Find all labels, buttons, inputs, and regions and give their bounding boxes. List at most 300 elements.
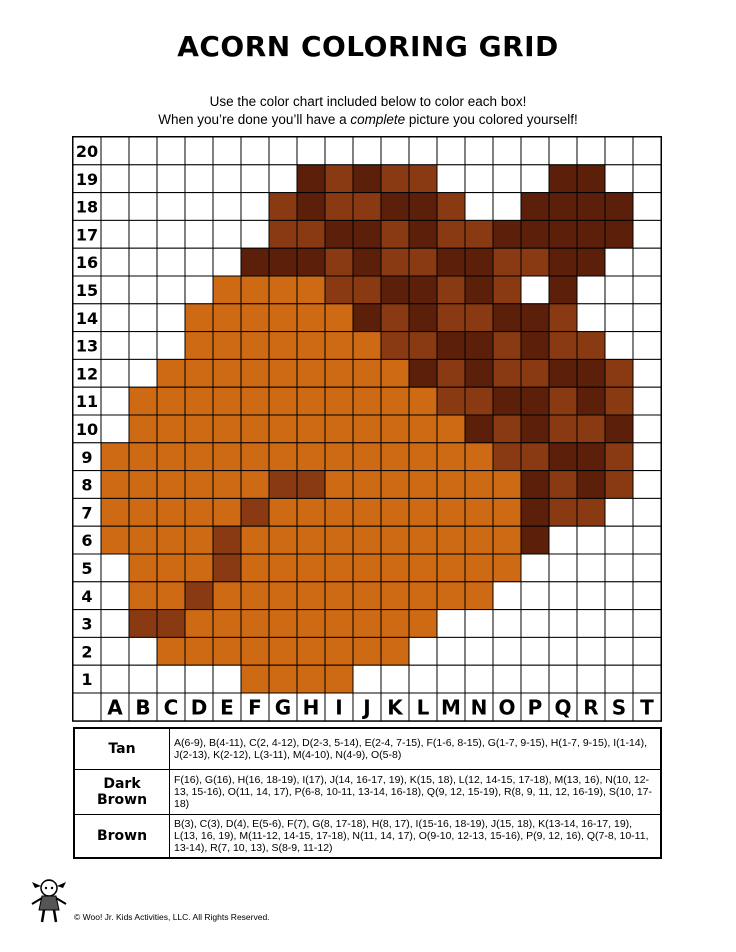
grid-cell [157, 471, 185, 499]
grid-cell [353, 137, 381, 165]
grid-cell [101, 415, 129, 443]
grid-cell [241, 554, 269, 582]
grid-cell [437, 526, 465, 554]
grid-cell [185, 498, 213, 526]
grid-cell [381, 165, 409, 193]
column-label: T [640, 695, 654, 720]
grid-cell [185, 276, 213, 304]
grid-cell [633, 304, 661, 332]
grid-cell [521, 332, 549, 360]
grid-cell [325, 582, 353, 610]
grid-cell [633, 359, 661, 387]
key-cell-list: A(6-9), B(4-11), C(2, 4-12), D(2-3, 5-14), E(2-4, 7-15), F(1-6, 8-15), G(1-7, 9-15), H(1-7, 9-15), I(1-14), J(2-13), K(2-12), L(3-11), M(4-10), N(4-9), O(5-8) [170, 728, 662, 770]
grid-cell [101, 359, 129, 387]
grid-cell [269, 498, 297, 526]
grid-cell [409, 526, 437, 554]
grid-cell [633, 220, 661, 248]
grid-cell [633, 582, 661, 610]
grid-cell [381, 610, 409, 638]
grid-cell [521, 526, 549, 554]
grid-cell [381, 415, 409, 443]
grid-cell [157, 276, 185, 304]
grid-cell [101, 526, 129, 554]
grid-cell [353, 165, 381, 193]
grid-cell [101, 554, 129, 582]
grid-cell [549, 248, 577, 276]
grid-cell [157, 610, 185, 638]
grid-cell [465, 220, 493, 248]
grid-cell [185, 582, 213, 610]
grid-cell [157, 665, 185, 693]
grid-cell [605, 637, 633, 665]
grid-cell [633, 665, 661, 693]
grid-cell [465, 554, 493, 582]
grid-cell [353, 582, 381, 610]
grid-cell [633, 387, 661, 415]
grid-cell [549, 387, 577, 415]
grid-cell [297, 443, 325, 471]
grid-cell [241, 498, 269, 526]
grid-cell [465, 610, 493, 638]
grid-cell [521, 443, 549, 471]
grid-cell [269, 637, 297, 665]
grid-cell [157, 359, 185, 387]
grid-cell [297, 332, 325, 360]
grid-cell [549, 332, 577, 360]
column-label: A [107, 695, 123, 720]
grid-cell [409, 193, 437, 221]
column-label: D [190, 695, 208, 720]
grid-cell [213, 610, 241, 638]
grid-cell [325, 637, 353, 665]
grid-cell [185, 637, 213, 665]
grid-cell [437, 665, 465, 693]
grid-cell [605, 610, 633, 638]
grid-cell [577, 554, 605, 582]
grid-cell [549, 526, 577, 554]
grid-cell [437, 193, 465, 221]
grid-cell [437, 165, 465, 193]
grid-cell [409, 248, 437, 276]
grid-cell [353, 248, 381, 276]
grid-cell [521, 276, 549, 304]
grid-cell [213, 554, 241, 582]
grid-cell [269, 304, 297, 332]
grid-cell [437, 637, 465, 665]
grid-cell [437, 304, 465, 332]
grid-cell [129, 387, 157, 415]
grid-cell [633, 276, 661, 304]
key-row-brown [74, 815, 661, 859]
grid-cell [493, 248, 521, 276]
grid-cell [409, 415, 437, 443]
column-label: C [163, 695, 179, 720]
grid-cell [493, 276, 521, 304]
grid-cell [381, 665, 409, 693]
grid-cell [129, 443, 157, 471]
grid-cell [437, 443, 465, 471]
column-label: G [274, 695, 292, 720]
grid-cell [297, 193, 325, 221]
grid-cell [185, 415, 213, 443]
grid-cell [381, 498, 409, 526]
grid-cell [101, 443, 129, 471]
grid-cell [409, 276, 437, 304]
grid-cell [213, 665, 241, 693]
grid-cell [577, 304, 605, 332]
grid-cell [129, 332, 157, 360]
grid-cell [241, 332, 269, 360]
grid-cell [353, 665, 381, 693]
column-label: O [498, 695, 516, 720]
grid-cell [129, 498, 157, 526]
grid-cell [269, 665, 297, 693]
grid-cell [381, 471, 409, 499]
grid-cell [269, 332, 297, 360]
row-label: 12 [75, 364, 99, 384]
grid-cell [465, 471, 493, 499]
grid-cell [213, 359, 241, 387]
grid-cell [521, 610, 549, 638]
grid-cell [325, 137, 353, 165]
grid-cell [297, 415, 325, 443]
grid-cell [129, 415, 157, 443]
grid-cell [549, 471, 577, 499]
row-label: 17 [75, 225, 99, 245]
grid-cell [269, 193, 297, 221]
grid-cell [297, 248, 325, 276]
grid-cell [493, 415, 521, 443]
row-label: 6 [81, 531, 93, 551]
grid-cell [493, 304, 521, 332]
grid-cell [577, 610, 605, 638]
grid-cell [101, 665, 129, 693]
grid-cell [129, 220, 157, 248]
grid-cell [129, 471, 157, 499]
grid-cell [297, 526, 325, 554]
page-title: ACORN COLORING GRID [177, 30, 559, 63]
grid-cell [633, 554, 661, 582]
grid-cell [493, 137, 521, 165]
grid-cell [185, 359, 213, 387]
grid-cell [213, 526, 241, 554]
grid-cell [129, 582, 157, 610]
grid-cell [297, 554, 325, 582]
grid-cell [493, 193, 521, 221]
grid-cell [213, 582, 241, 610]
grid-cell [549, 193, 577, 221]
instructions-text: picture you colored yourself! [405, 112, 578, 127]
grid-cell [325, 359, 353, 387]
grid-cell [129, 248, 157, 276]
grid-cell [101, 582, 129, 610]
grid-cell [101, 137, 129, 165]
grid-cell [437, 248, 465, 276]
grid-cell [185, 665, 213, 693]
grid-cell [521, 359, 549, 387]
grid-cell [605, 471, 633, 499]
grid-cell [521, 637, 549, 665]
grid-cell [493, 471, 521, 499]
grid-cell [241, 165, 269, 193]
grid-cell [157, 137, 185, 165]
grid-cell [409, 137, 437, 165]
grid-cell [577, 443, 605, 471]
grid-cell [325, 415, 353, 443]
grid-cell [633, 443, 661, 471]
row-label: 16 [75, 253, 99, 273]
grid-cell [241, 276, 269, 304]
grid-cell [129, 526, 157, 554]
key-color-name: Tan [74, 728, 170, 770]
grid-cell [353, 637, 381, 665]
grid-cell [101, 332, 129, 360]
grid-cell [269, 248, 297, 276]
grid-cell [409, 304, 437, 332]
grid-cell [521, 471, 549, 499]
column-label: R [583, 695, 599, 720]
grid-cell [437, 498, 465, 526]
grid-cell [213, 637, 241, 665]
grid-cell [549, 582, 577, 610]
row-label: 9 [81, 447, 93, 467]
grid-cell [605, 304, 633, 332]
grid-cell [605, 554, 633, 582]
grid-cell [297, 165, 325, 193]
grid-cell [185, 220, 213, 248]
instructions-line-1: Use the color chart included below to color each box! [209, 94, 527, 109]
column-label: I [335, 695, 343, 720]
grid-cell [381, 276, 409, 304]
grid-cell [269, 610, 297, 638]
grid-cell [185, 610, 213, 638]
grid-cell [269, 443, 297, 471]
grid-cell [465, 582, 493, 610]
grid-cell [101, 637, 129, 665]
grid-cell [493, 582, 521, 610]
grid-cell [577, 582, 605, 610]
grid-cell [353, 359, 381, 387]
grid-cell [157, 526, 185, 554]
column-label: S [611, 695, 627, 720]
grid-cell [213, 220, 241, 248]
grid-cell [157, 332, 185, 360]
grid-cell [213, 165, 241, 193]
column-label: N [470, 695, 488, 720]
grid-cell [325, 248, 353, 276]
grid-cell [605, 498, 633, 526]
grid-cell [577, 165, 605, 193]
grid-cell [325, 304, 353, 332]
color-key-table [73, 727, 662, 859]
grid-cell [381, 443, 409, 471]
grid-cell [493, 526, 521, 554]
grid-cell [577, 248, 605, 276]
column-label: P [527, 695, 543, 720]
grid-cell [381, 220, 409, 248]
grid-cell [297, 610, 325, 638]
grid-cell [353, 526, 381, 554]
grid-cell [437, 471, 465, 499]
grid-cell [325, 471, 353, 499]
grid-cell [633, 165, 661, 193]
grid-cell [129, 193, 157, 221]
grid-cell [129, 610, 157, 638]
grid-cell [185, 193, 213, 221]
grid-cell [325, 165, 353, 193]
grid-cell [213, 248, 241, 276]
instructions-emphasis: complete [350, 112, 406, 127]
grid-cell [241, 415, 269, 443]
grid-cell [605, 665, 633, 693]
grid-cell [297, 665, 325, 693]
grid-cell [353, 332, 381, 360]
row-label: 1 [81, 670, 93, 690]
grid-cell [157, 637, 185, 665]
grid-cell [129, 276, 157, 304]
grid-cell [549, 610, 577, 638]
grid-cell [521, 582, 549, 610]
corner-cell [73, 693, 101, 721]
grid-cell [269, 387, 297, 415]
grid-cell [465, 387, 493, 415]
grid-cell [381, 637, 409, 665]
grid-cell [437, 332, 465, 360]
grid-cell [157, 220, 185, 248]
column-label: J [363, 695, 371, 720]
grid-cell [353, 220, 381, 248]
grid-cell [493, 359, 521, 387]
grid-cell [381, 332, 409, 360]
grid-cell [437, 276, 465, 304]
grid-cell [549, 359, 577, 387]
grid-cell [577, 220, 605, 248]
grid-cell [297, 220, 325, 248]
column-label: M [441, 695, 461, 720]
grid-cell [605, 165, 633, 193]
grid-cell [409, 443, 437, 471]
column-label: K [387, 695, 403, 720]
grid-cell [493, 610, 521, 638]
grid-cell [549, 276, 577, 304]
grid-cell [269, 471, 297, 499]
grid-cell [549, 665, 577, 693]
grid-cell [493, 165, 521, 193]
grid-cell [465, 248, 493, 276]
grid-cell [521, 220, 549, 248]
grid-cell [437, 137, 465, 165]
grid-cell [269, 526, 297, 554]
grid-cell [465, 332, 493, 360]
grid-cell [157, 443, 185, 471]
grid-cell [297, 304, 325, 332]
row-label: 18 [75, 197, 99, 217]
grid-cell [493, 637, 521, 665]
grid-cell [297, 387, 325, 415]
grid-cell [409, 471, 437, 499]
grid-cell [493, 443, 521, 471]
grid-cell [241, 193, 269, 221]
grid-cell [269, 165, 297, 193]
grid-cell [437, 554, 465, 582]
grid-cell [157, 165, 185, 193]
grid-cell [521, 193, 549, 221]
grid-cell [493, 332, 521, 360]
column-label: L [416, 695, 430, 720]
grid-cell [325, 443, 353, 471]
grid-cell [577, 415, 605, 443]
grid-cell [465, 443, 493, 471]
grid-cell [101, 248, 129, 276]
grid-cell [353, 387, 381, 415]
grid-cell [381, 526, 409, 554]
grid-cell [381, 193, 409, 221]
grid-cell [185, 137, 213, 165]
grid-cell [381, 248, 409, 276]
grid-cell [101, 387, 129, 415]
grid-cell [465, 193, 493, 221]
grid-cell [521, 415, 549, 443]
instructions-text: When you’re done you’ll have a [158, 112, 351, 127]
grid-cell [409, 387, 437, 415]
grid-cell [409, 165, 437, 193]
key-row-dark-brown [74, 770, 661, 815]
grid-cell [549, 165, 577, 193]
grid-cell [241, 387, 269, 415]
row-label: 13 [75, 336, 99, 356]
grid-cell [325, 276, 353, 304]
grid-cell [605, 220, 633, 248]
grid-cell [465, 526, 493, 554]
row-label: 5 [81, 559, 93, 579]
grid-cell [605, 137, 633, 165]
grid-cell [297, 137, 325, 165]
grid-cell [129, 137, 157, 165]
grid-cell [381, 582, 409, 610]
grid-cell [605, 359, 633, 387]
grid-cell [353, 471, 381, 499]
grid-cell [493, 665, 521, 693]
grid-cell [269, 276, 297, 304]
grid-cell [101, 220, 129, 248]
grid-cell [353, 276, 381, 304]
grid-cell [241, 665, 269, 693]
grid-cell [213, 276, 241, 304]
grid-cell [549, 220, 577, 248]
grid-cell [633, 248, 661, 276]
column-label: E [220, 695, 234, 720]
grid-cell [577, 665, 605, 693]
grid-cell [605, 415, 633, 443]
grid-cell [325, 193, 353, 221]
column-label: F [248, 695, 262, 720]
grid-cell [437, 220, 465, 248]
grid-cell [101, 471, 129, 499]
grid-cell [577, 332, 605, 360]
grid-cell [129, 304, 157, 332]
key-color-name: Brown [74, 815, 170, 859]
grid-cell [465, 359, 493, 387]
grid-cell [521, 554, 549, 582]
grid-cell [213, 137, 241, 165]
row-label: 14 [75, 308, 99, 328]
grid-cell [409, 610, 437, 638]
grid-cell [521, 137, 549, 165]
grid-cell [605, 332, 633, 360]
grid-cell [213, 304, 241, 332]
grid-cell [353, 554, 381, 582]
grid-cell [465, 498, 493, 526]
